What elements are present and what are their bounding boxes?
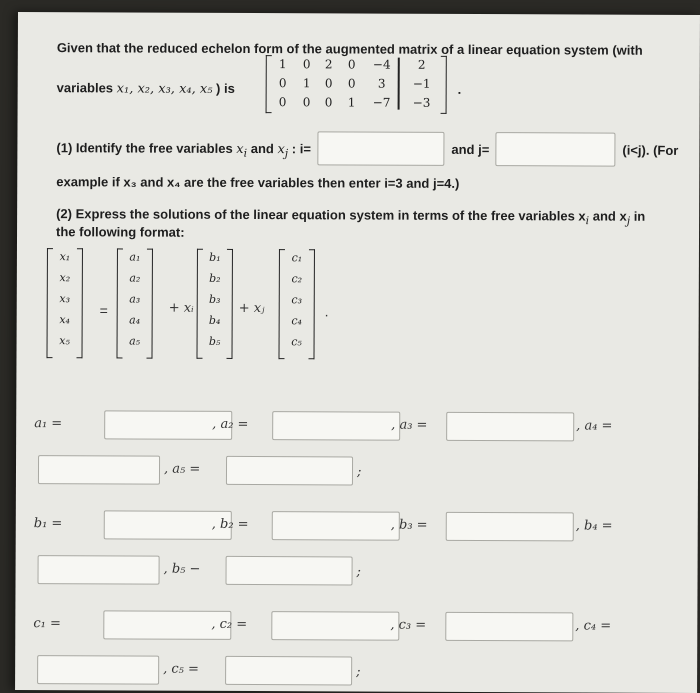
format-text: the following format: — [56, 224, 185, 240]
matrix-cell: 0 — [276, 76, 290, 90]
vector-b-entry: b₁ — [200, 251, 230, 264]
c2-input[interactable] — [271, 611, 399, 641]
c2-label: , c₂ = — [211, 617, 247, 632]
vector-b-entry: b₄ — [200, 314, 230, 327]
variables-label: variables x₁, x₂, x₃, x₄, x₅ ) is — [57, 80, 235, 97]
vector-b-entry: b₃ — [200, 293, 230, 306]
vector-c-entry: c₅ — [282, 335, 312, 348]
b2-label: , b₂ = — [212, 517, 249, 532]
matrix-cell: 1 — [300, 76, 314, 90]
vector-period: . — [325, 303, 329, 319]
vector-c-entry: c₁ — [282, 251, 312, 264]
worksheet — [15, 12, 700, 693]
a4-label: , a₄ = — [576, 418, 612, 433]
vector-b-entry: b₅ — [200, 335, 230, 348]
matrix-cell: −4 — [370, 58, 394, 72]
vector-x-entry: x₃ — [50, 292, 80, 305]
vector-a-entry: a₅ — [120, 334, 150, 347]
b5-input[interactable] — [226, 556, 353, 586]
vector-x-entry: x₄ — [50, 313, 80, 326]
variables-list: x₁, x₂, x₃, x₄, x₅ — [117, 81, 213, 96]
c5-input[interactable] — [225, 656, 352, 686]
semicolon: ; — [357, 564, 361, 579]
matrix-period: . — [458, 82, 462, 97]
vector-a-entry: a₂ — [120, 271, 150, 284]
matrix-cell: 0 — [322, 76, 336, 90]
a1-label: a₁ = — [34, 416, 62, 431]
matrix-cell: 0 — [345, 76, 359, 90]
augment-divider — [398, 58, 400, 110]
matrix-cell: 2 — [322, 57, 336, 71]
b1-label: b₁ = — [34, 516, 63, 531]
vector-c-entry: c₃ — [282, 293, 312, 306]
a5-input[interactable] — [226, 456, 353, 486]
answer-grid — [18, 12, 700, 15]
matrix-cell: 1 — [276, 57, 290, 71]
vector-x-entry: x₂ — [50, 271, 80, 284]
vector-x-entry: x₅ — [50, 334, 80, 347]
b5-label: , b₅ − — [164, 562, 201, 577]
b2-input[interactable] — [272, 511, 400, 541]
augmented-matrix — [18, 12, 700, 15]
example-text: example if x₃ and x₄ are the free variables then enter i=3 and j=4.) — [56, 174, 459, 191]
a4-input[interactable] — [38, 455, 160, 485]
c5-label: , c₅ = — [163, 662, 199, 677]
q2-text: (2) Express the solutions of the linear equation system in terms of the free variables $x_i$ and $x_j$ in — [56, 206, 645, 227]
matrix-cell: 0 — [345, 57, 359, 71]
matrix-cell: 2 — [410, 58, 434, 72]
and-j-label: and j= — [451, 142, 489, 157]
matrix-right-bracket — [441, 56, 447, 114]
semicolon: ; — [356, 664, 360, 679]
b3-input[interactable] — [446, 512, 574, 542]
condition-text: (i<j). (For — [622, 143, 678, 158]
c1-label: c₁ = — [33, 616, 61, 631]
matrix-cell: 0 — [276, 95, 290, 109]
vector-c-entry: c₄ — [282, 314, 312, 327]
b3-label: , b₃ = — [391, 518, 428, 533]
vector-equation — [18, 12, 700, 15]
vector-a-entry: a₃ — [120, 292, 150, 305]
a5-label: , a₅ = — [164, 462, 200, 477]
matrix-cell: −3 — [410, 96, 434, 110]
matrix-left-bracket — [266, 55, 272, 113]
c4-input[interactable] — [37, 655, 159, 685]
vector-b-entry: b₂ — [200, 272, 230, 285]
matrix-cell: −1 — [410, 77, 434, 91]
b4-label: , b₄ = — [576, 518, 613, 533]
vector-c-entry: c₂ — [282, 272, 312, 285]
matrix-cell: 3 — [370, 77, 394, 91]
equals-sign: = — [100, 302, 108, 318]
plus-xi: + xᵢ — [169, 301, 194, 316]
matrix-cell: 0 — [300, 57, 314, 71]
matrix-cell: 0 — [300, 95, 314, 109]
c3-input[interactable] — [445, 612, 573, 642]
matrix-cell: 0 — [322, 95, 336, 109]
b4-input[interactable] — [38, 555, 160, 585]
vector-a-entry: a₁ — [120, 250, 150, 263]
plus-xj: + xⱼ — [239, 301, 265, 316]
vector-a-entry: a₄ — [120, 313, 150, 326]
a2-label: , a₂ = — [212, 417, 248, 432]
matrix-cell: 1 — [345, 95, 359, 109]
vector-x-entry: x₁ — [50, 250, 80, 263]
a3-label: , a₃ = — [391, 418, 427, 433]
c3-label: , c₃ = — [390, 618, 426, 633]
free-var-i-input[interactable] — [317, 131, 444, 166]
free-var-j-input[interactable] — [495, 132, 615, 167]
a3-input[interactable] — [446, 412, 574, 442]
a2-input[interactable] — [272, 411, 400, 441]
semicolon: ; — [357, 464, 361, 479]
q1-text: (1) Identify the free variables $x_i$ and $x_j$ : i= — [56, 140, 311, 160]
matrix-cell: −7 — [370, 96, 394, 110]
intro-text: Given that the reduced echelon form of the augmented matrix of a linear equation system (with — [57, 40, 643, 58]
c4-label: , c₄ = — [575, 618, 611, 633]
